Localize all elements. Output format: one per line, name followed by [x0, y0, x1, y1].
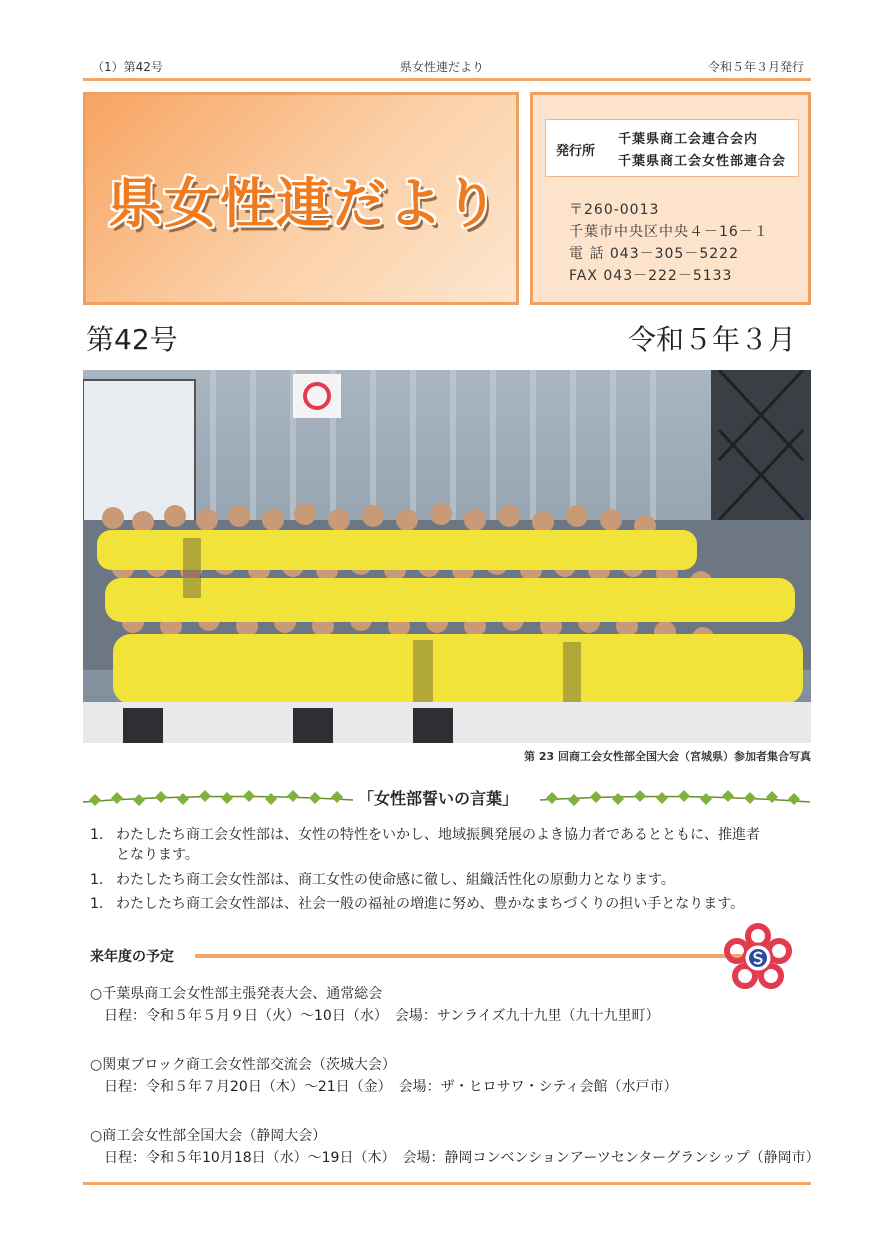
ivy-vine-right-icon — [540, 788, 810, 810]
schedule-title: 来年度の予定 — [90, 949, 174, 965]
event-2-name: ○関東ブロック商工会女性部交流会（茨城大会） — [90, 1057, 396, 1073]
oath-item-text: わたしたち商工会女性部は、商工女性の使命感に徹し、組織活性化の原動力となります。 — [116, 872, 675, 888]
group-photo — [83, 370, 811, 743]
event-1-detail: 日程：令和５年５月９日（火）～10日（水） 会場：サンライズ九十九里（九十九里町） — [104, 1008, 660, 1024]
publisher-org-1: 千葉県商工会連合会内 — [618, 132, 759, 147]
oath-item-number: 1. — [90, 827, 104, 843]
ivy-vine-left-icon — [83, 788, 353, 810]
running-header-right: 令和５年３月発行 — [708, 60, 805, 74]
masthead-box — [83, 92, 519, 305]
publisher-box — [530, 92, 811, 305]
group-photo-illustration — [83, 370, 811, 743]
oath-item-number: 1. — [90, 872, 104, 888]
event-3-detail: 日程：令和５年10月18日（水）～19日（木） 会場：静岡コンベンションアーツセンターグランシップ（静岡市） — [104, 1150, 820, 1166]
running-header-left: （1）第42号 — [92, 60, 163, 74]
publisher-fax: FAX 043－222－5133 — [569, 268, 733, 284]
issue-date: 令和５年３月 — [628, 323, 797, 356]
event-1-name: ○千葉県商工会女性部主張発表大会、通常総会 — [90, 986, 383, 1002]
event-2-detail: 日程：令和５年７月20日（木）～21日（金） 会場：ザ・ヒロサワ・シティ会館（水戸市） — [104, 1079, 678, 1095]
schedule-divider — [195, 954, 750, 958]
oath-item-1-line-2: となります。 — [116, 847, 199, 863]
oath-title: 「女性部誓いの言葉」 — [358, 789, 519, 808]
oath-item-1-line-1: わたしたち商工会女性部は、女性の特性をいかし、地域振興発展のよき協力者であるとともに、推進者 — [116, 827, 760, 843]
publisher-label: 発行所 — [556, 144, 596, 159]
shokokai-logo-icon — [722, 922, 794, 994]
oath-item-number: 1. — [90, 896, 104, 912]
oath-item-text: わたしたち商工会女性部は、社会一般の福祉の増進に努め、豊かなまちづくりの担い手となります。 — [116, 896, 745, 912]
header-divider — [83, 78, 811, 81]
running-header-center: 県女性連だより — [400, 60, 485, 74]
oath-item-text — [116, 825, 810, 865]
photo-caption: 第 23 回商工会女性部全国大会（宮城県）参加者集合写真 — [524, 750, 811, 763]
issue-number: 第42号 — [86, 323, 178, 356]
event-3-name: ○商工会女性部全国大会（静岡大会） — [90, 1128, 327, 1144]
publisher-org-2: 千葉県商工会女性部連合会 — [618, 154, 787, 169]
footer-divider — [83, 1182, 811, 1185]
publisher-name-box — [545, 119, 799, 177]
publisher-postal: 〒260-0013 — [569, 202, 660, 218]
masthead-title: 県女性連だより — [108, 172, 500, 235]
publisher-address: 千葉市中央区中央４－16－１ — [569, 224, 769, 240]
publisher-tel: 電 話 043－305－5222 — [569, 246, 739, 262]
